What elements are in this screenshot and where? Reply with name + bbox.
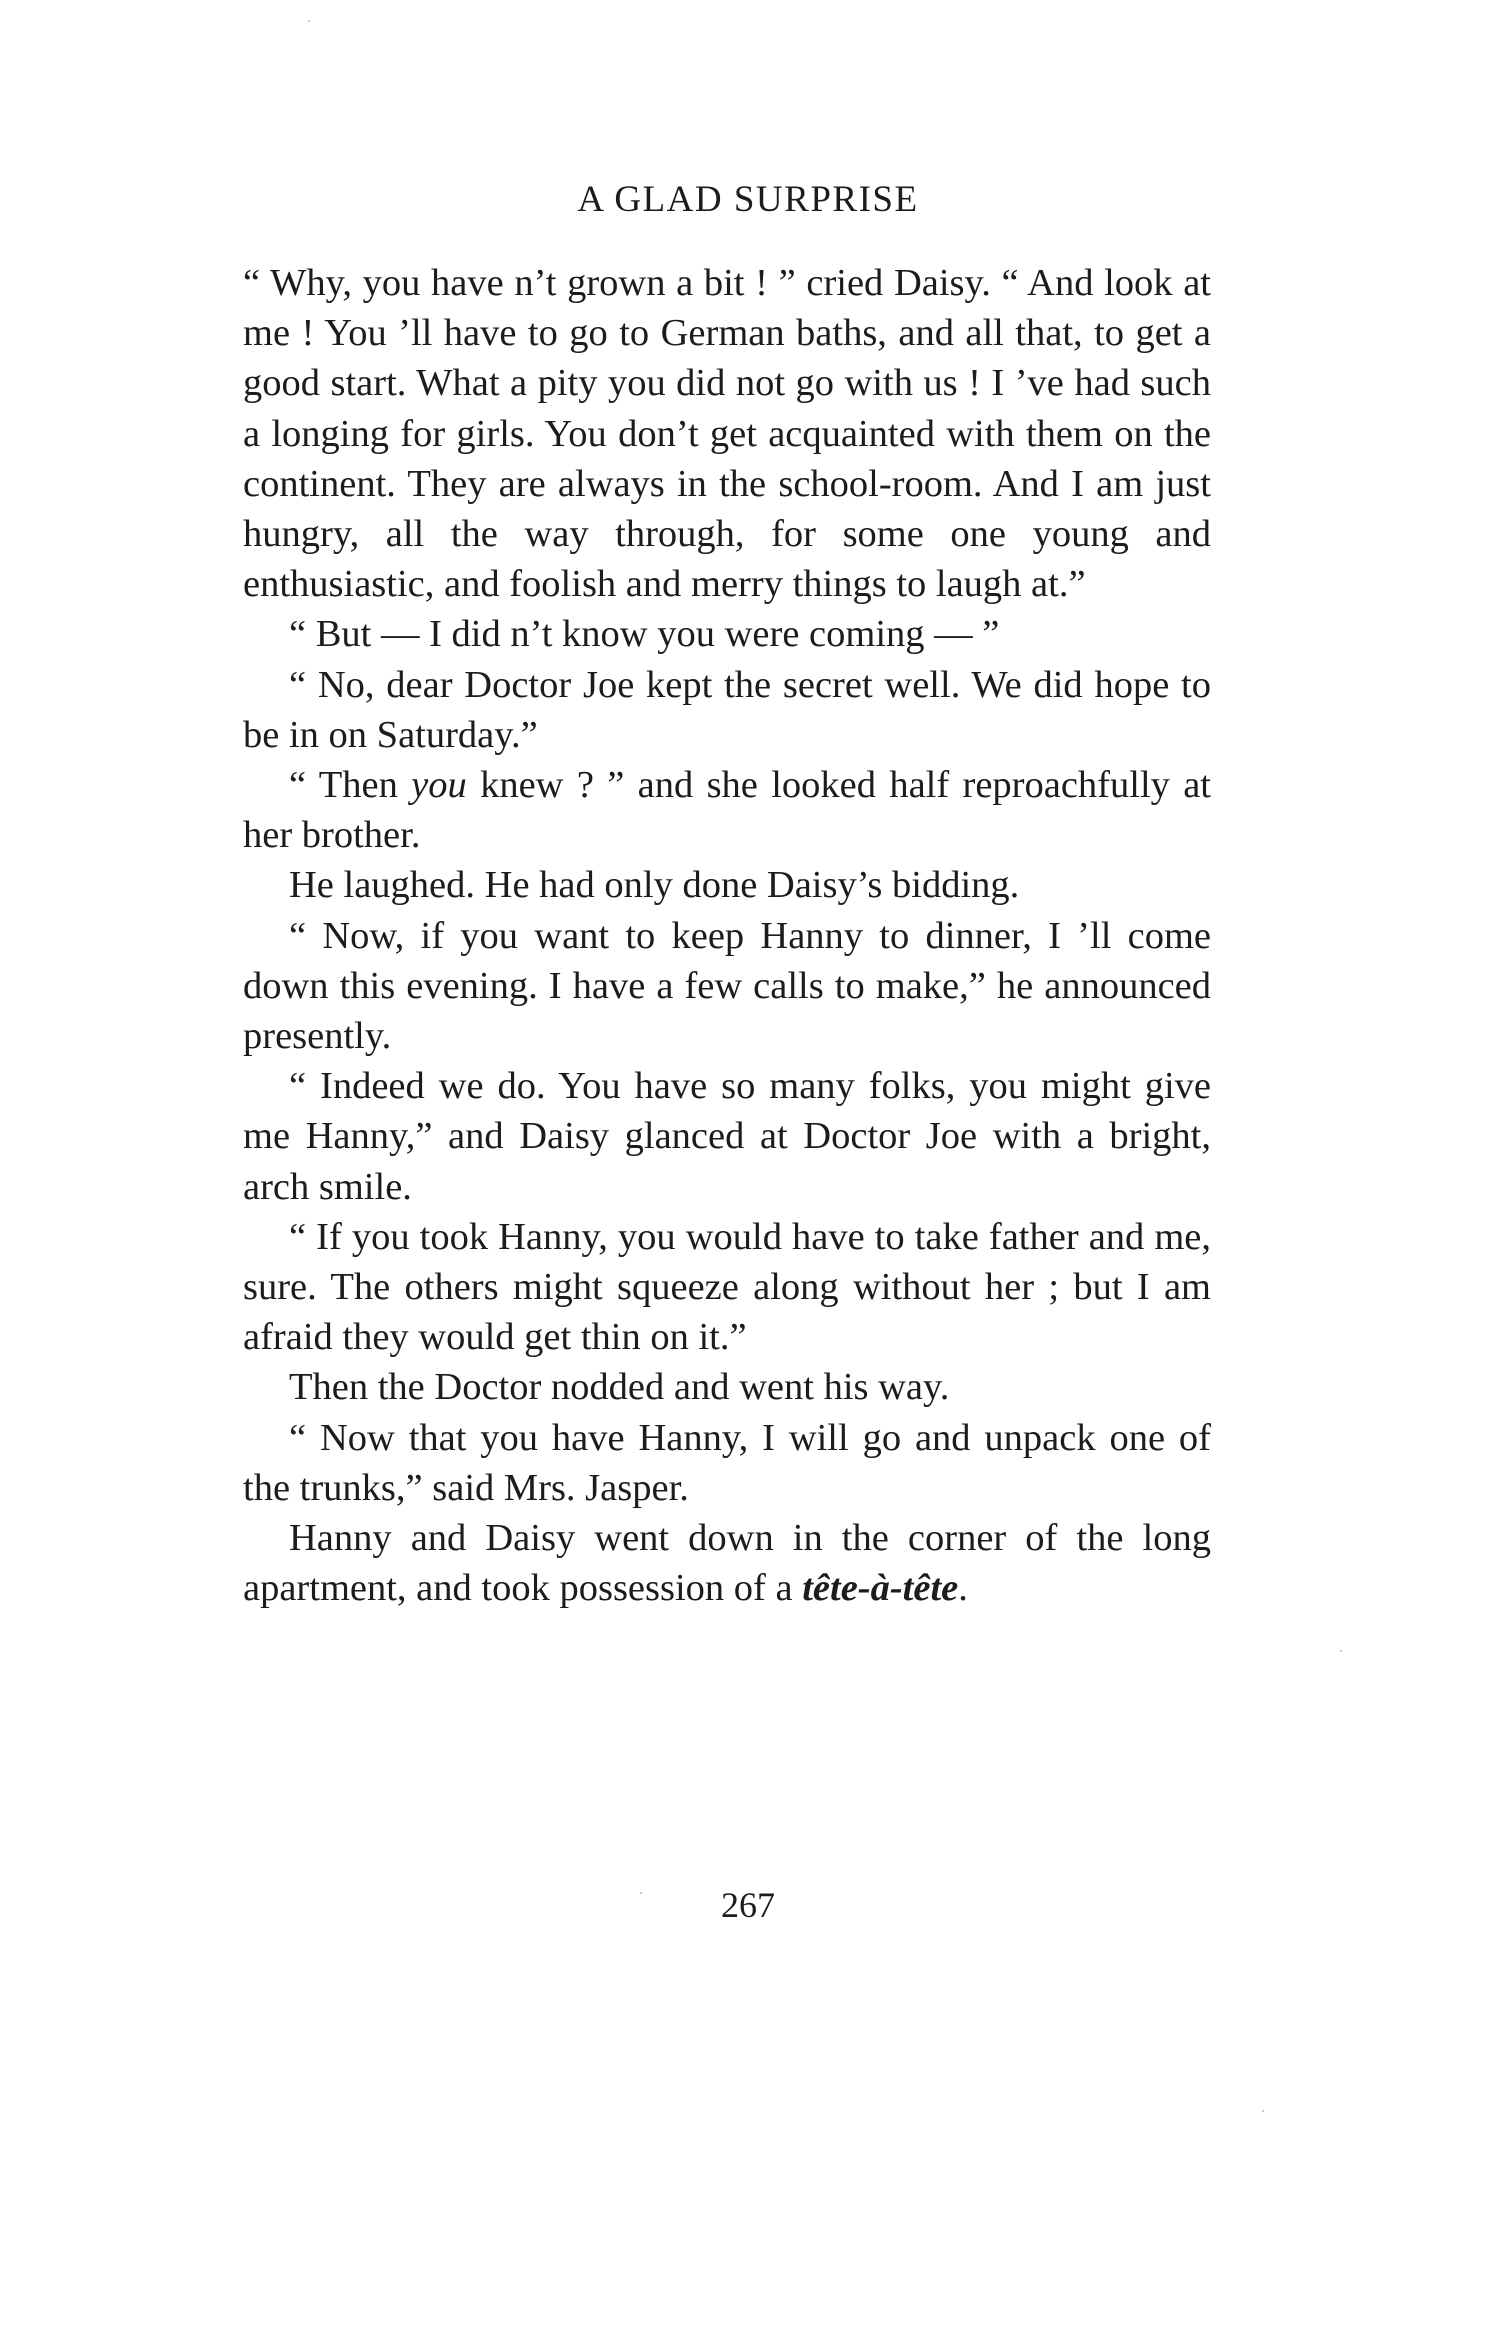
page-number: 267 [721,1885,775,1925]
body-text [243,258,1211,1613]
paragraph [243,760,1211,860]
paper-speck [1340,1650,1342,1652]
paragraph: “ If you took Hanny, you would have to take father and me, sure. The others might squeeze along without her ; but I am afraid they would get thin on it.” [243,1215,1211,1359]
paragraph: “ No, dear Doctor Joe kept the secret well. We did hope to be in on Saturday.” [243,663,1211,756]
paragraph-text: “ Then [289,764,412,807]
paragraph: “ Now, if you want to keep Hanny to dinner, I ’ll come down this evening. I have a few calls to make,” he announced presently. [243,914,1211,1058]
paragraph: Then the Doctor nodded and went his way. [289,1366,950,1409]
paragraph: “ Why, you have n’t grown a bit ! ” cried Daisy. “ And look at me ! You ’ll have to go to German baths, and all that, to get a good start. What a pity you did not go with us ! I ’ve had such a longing for girls. You don’t get acquainted with them on the continent. They are always in the school-room. And I am just hungry, all the way through, for some one young and enthusiastic, and foolish and merry things to laugh at.” [243,262,1211,606]
paper-speck [640,1892,642,1894]
paragraph: “ But — I did n’t know you were coming — ” [289,613,1000,656]
paragraph: He laughed. He had only done Daisy’s bidding. [289,864,1020,907]
emphasized-phrase: tête-à-tête [802,1567,959,1610]
paragraph-text: knew ? ” and she looked half reproachfully at her brother. [243,764,1212,857]
paper-speck [1262,2110,1264,2112]
paragraph-text: . [958,1567,968,1610]
paragraph: “ Indeed we do. You have so many folks, you might give me Hanny,” and Daisy glanced at Doctor Joe with a bright, arch smile. [243,1065,1211,1208]
emphasized-word: you [411,764,467,807]
paper-speck [308,20,310,22]
paragraph-text: Hanny and Daisy went down in the corner of the long apartment, and took possession of a [243,1517,1211,1610]
running-head: A GLAD SURPRISE [577,179,919,220]
paragraph: “ Now that you have Hanny, I will go and unpack one of the trunks,” said Mrs. Jasper. [243,1416,1211,1509]
paragraph [243,1513,1211,1613]
